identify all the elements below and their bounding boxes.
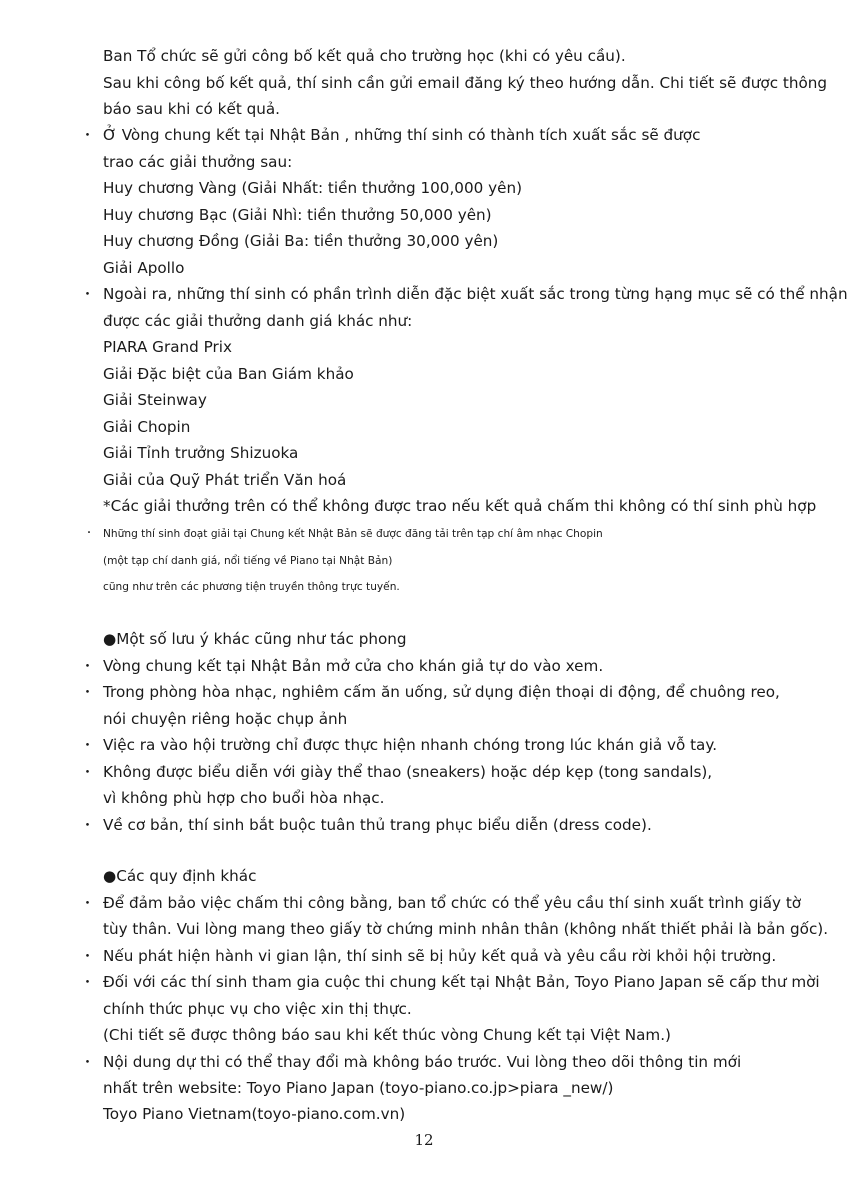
text-line: báo sau khi có kết quả.: [103, 100, 280, 118]
text-line: cũng như trên các phương tiện truyền thông trực tuyến.: [103, 581, 400, 593]
bullet: ・: [80, 285, 96, 303]
bullet: ・: [80, 1053, 96, 1071]
prize-item: Giải Tỉnh trưởng Shizuoka: [103, 444, 299, 462]
prize-item: Giải Đặc biệt của Ban Giám khảo: [103, 365, 354, 383]
footnote: *Các giải thưởng trên có thể không được trao nếu kết quả chấm thi không có thí sinh phù hợp: [103, 497, 817, 515]
text-line: Ở Vòng chung kết tại Nhật Bản , những thí sinh có thành tích xuất sắc sẽ được: [103, 126, 701, 144]
text-line: Ngoài ra, những thí sinh có phần trình diễn đặc biệt xuất sắc trong từng hạng mục sẽ có thể nhận: [103, 285, 848, 303]
award-item: Huy chương Bạc (Giải Nhì: tiền thưởng 50,000 yên): [103, 206, 492, 224]
text-line: Việc ra vào hội trường chỉ được thực hiện nhanh chóng trong lúc khán giả vỗ tay.: [103, 736, 718, 754]
text-line: tùy thân. Vui lòng mang theo giấy tờ chứng minh nhân thân (không nhất thiết phải là bản gốc).: [103, 920, 829, 938]
award-item: Huy chương Vàng (Giải Nhất: tiền thưởng 100,000 yên): [103, 179, 522, 197]
bullet: ・: [80, 657, 96, 675]
bullet: ・: [80, 736, 96, 754]
text-line: (một tạp chí danh giá, nổi tiếng về Piano tại Nhật Bản): [103, 555, 393, 567]
bullet: ・: [80, 973, 96, 991]
bullet: ・: [80, 947, 96, 965]
text-line: Không được biểu diễn với giày thể thao (sneakers) hoặc dép kẹp (tong sandals),: [103, 763, 713, 781]
text-line: Đối với các thí sinh tham gia cuộc thi chung kết tại Nhật Bản, Toyo Piano Japan sẽ cấp thư mời: [103, 973, 820, 991]
page-number: 12: [414, 1131, 434, 1149]
bullet: ・: [80, 894, 96, 912]
text-line: trao các giải thưởng sau:: [103, 153, 293, 171]
prize-item: PIARA Grand Prix: [103, 338, 232, 356]
text-line: Nội dung dự thi có thể thay đổi mà không báo trước. Vui lòng theo dõi thông tin mới: [103, 1053, 742, 1071]
text-line: Toyo Piano Vietnam(toyo-piano.com.vn): [103, 1105, 406, 1123]
award-item: Huy chương Đồng (Giải Ba: tiền thưởng 30,000 yên): [103, 232, 499, 250]
bullet: ・: [80, 763, 96, 781]
text-line: Nếu phát hiện hành vi gian lận, thí sinh sẽ bị hủy kết quả và yêu cầu rời khỏi hội trường.: [103, 947, 777, 965]
text-line: Sau khi công bố kết quả, thí sinh cần gửi email đăng ký theo hướng dẫn. Chi tiết sẽ được thông: [103, 74, 828, 92]
section-heading: ●Các quy định khác: [103, 867, 257, 885]
text-line: Ban Tổ chức sẽ gửi công bố kết quả cho trường học (khi có yêu cầu).: [103, 47, 626, 65]
prize-item: Giải Chopin: [103, 418, 191, 436]
text-line: được các giải thưởng danh giá khác như:: [103, 312, 413, 330]
prize-item: Giải của Quỹ Phát triển Văn hoá: [103, 471, 347, 489]
text-line: (Chi tiết sẽ được thông báo sau khi kết thúc vòng Chung kết tại Việt Nam.): [103, 1026, 671, 1044]
bullet: ・: [80, 126, 96, 144]
text-line: vì không phù hợp cho buổi hòa nhạc.: [103, 789, 385, 807]
bullet: ・: [80, 683, 96, 701]
text-line: Vòng chung kết tại Nhật Bản mở cửa cho khán giả tự do vào xem.: [103, 657, 604, 675]
bullet: ・: [84, 528, 94, 539]
text-line: nói chuyện riêng hoặc chụp ảnh: [103, 710, 348, 728]
text-line: Những thí sinh đoạt giải tại Chung kết Nhật Bản sẽ được đăng tải trên tạp chí âm nhạc Chopin: [103, 528, 603, 540]
prize-item: Giải Steinway: [103, 391, 207, 409]
text-line: Trong phòng hòa nhạc, nghiêm cấm ăn uống, sử dụng điện thoại di động, để chuông reo,: [103, 683, 780, 701]
award-item: Giải Apollo: [103, 259, 185, 277]
text-line: Để đảm bảo việc chấm thi công bằng, ban tổ chức có thể yêu cầu thí sinh xuất trình giấy tờ: [103, 894, 802, 912]
bullet: ・: [80, 816, 96, 834]
text-line: Về cơ bản, thí sinh bắt buộc tuân thủ trang phục biểu diễn (dress code).: [103, 816, 652, 834]
section-heading: ●Một số lưu ý khác cũng như tác phong: [103, 630, 407, 648]
text-line: chính thức phục vụ cho việc xin thị thực.: [103, 1000, 412, 1018]
text-line: nhất trên website: Toyo Piano Japan (toyo-piano.co.jp>piara _new/): [103, 1079, 614, 1097]
